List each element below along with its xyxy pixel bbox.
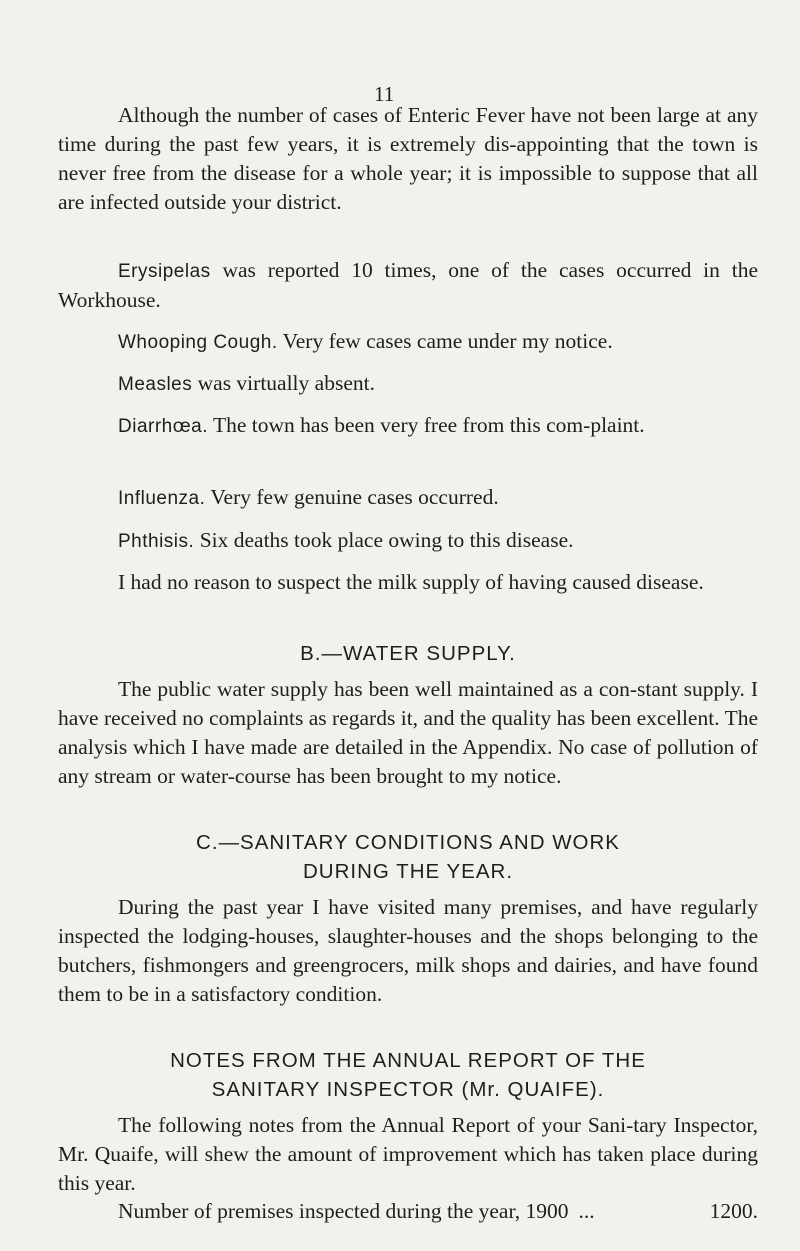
influenza-text: Very few genuine cases occurred. xyxy=(205,485,499,509)
section-c-body: During the past year I have visited many premises, and have regularly inspected the lodging-houses, slaughter-houses and the shops belonging to the butchers, fishmongers and greengrocers, milk shops and dairies, and have found them to be in a satisfactory condition. xyxy=(58,895,758,1006)
whooping-cough-text: Very few cases came under my notice. xyxy=(277,329,613,353)
notes-body: The following notes from the Annual Report of your Sani-tary Inspector, Mr. Quaife, will shew the amount of improvement which has taken place during this year. xyxy=(58,1113,758,1195)
entry-leader-dots: ... xyxy=(578,1199,595,1223)
paragraph-influenza xyxy=(58,483,758,513)
measles-text: was virtually absent. xyxy=(192,371,375,395)
paragraph-phthisis xyxy=(58,526,758,556)
phthisis-text: Six deaths took place owing to this disease. xyxy=(194,528,574,552)
erysipelas-heading: Erysipelas xyxy=(118,261,211,282)
premises-inspected-entry xyxy=(118,1197,758,1226)
section-c-heading-line-2: DURING THE YEAR. xyxy=(302,860,514,883)
diarrhoea-text: The town has been very free from this com-plaint. xyxy=(208,413,645,437)
paragraph-measles xyxy=(58,369,758,399)
notes-heading-line-1: NOTES FROM THE ANNUAL REPORT OF THE xyxy=(170,1049,646,1072)
paragraph-milk-supply: I had no reason to suspect the milk supply of having caused disease. xyxy=(118,570,704,594)
section-b-body: The public water supply has been well maintained as a con-stant supply. I have received no complaints as regards it, and the quality has been excellent. The analysis which I have made are detailed in the Appendix. No case of pollution of any stream or water-course has been brought to my notice. xyxy=(58,677,758,788)
erysipelas-text: was reported 10 times, one of the cases occurred in the Workhouse. xyxy=(58,258,758,312)
entry-value: 1200. xyxy=(709,1199,758,1223)
paragraph-diarrhoea xyxy=(58,411,758,441)
entry-label: Number of premises inspected during the year, 1900 xyxy=(118,1199,569,1223)
paragraph-enteric-fever: Although the number of cases of Enteric Fever have not been large at any time during the past few years, it is extremely dis-appointing that the town is never free from the disease for a whole year; it is impossible to suppose that all are infected outside your district. xyxy=(58,103,758,214)
whooping-cough-heading: Whooping Cough. xyxy=(118,332,278,353)
paragraph-whooping-cough xyxy=(58,327,758,357)
section-c-heading-line-1: C.—SANITARY CONDITIONS AND WORK xyxy=(196,831,620,854)
phthisis-heading: Phthisis. xyxy=(118,531,195,552)
measles-heading: Measles xyxy=(118,374,193,395)
section-b-heading: B.—WATER SUPPLY. xyxy=(300,642,516,665)
diarrhoea-heading: Diarrhœa. xyxy=(118,416,209,437)
page-number: 11 xyxy=(374,82,395,106)
notes-heading-line-2: SANITARY INSPECTOR (Mr. QUAIFE). xyxy=(211,1078,605,1101)
influenza-heading: Influenza. xyxy=(118,488,206,509)
paragraph-erysipelas xyxy=(58,256,758,315)
